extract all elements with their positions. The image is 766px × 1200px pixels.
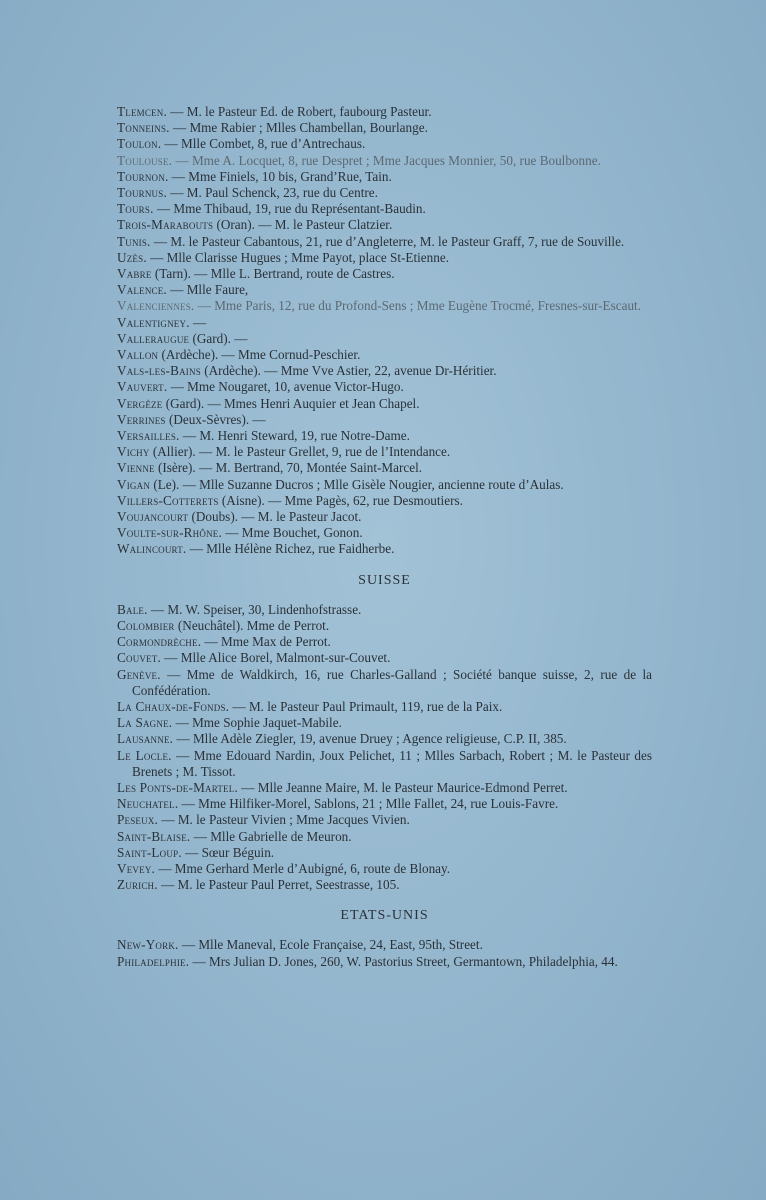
entry-place: Voujancourt	[117, 509, 189, 525]
entry-text: (Aisne). — Mme Pagès, 62, rue Desmoutiers.	[218, 492, 463, 508]
entry-place: Valenciennes.	[117, 298, 195, 314]
directory-entry	[117, 715, 652, 731]
entry-place: Tournus.	[117, 185, 167, 201]
directory-entry	[117, 493, 652, 509]
entry-text: — M. le Pasteur Cabantous, 21, rue d’Angleterre, M. le Pasteur Graff, 7, rue de Souville.	[150, 233, 625, 249]
entry-place: Saint-Loup.	[117, 844, 182, 860]
directory-entry	[117, 618, 652, 634]
entry-place: Villers-Cotterets	[117, 492, 219, 508]
entry-place: Tournon.	[117, 168, 169, 184]
entry-place: Tlemcen.	[117, 104, 167, 119]
entry-text: — M. le Pasteur Paul Perret, Seestrasse, 105.	[157, 877, 400, 893]
entry-place: Colombier	[117, 617, 175, 633]
entry-place: Vabre	[117, 266, 152, 282]
directory-entry	[117, 185, 652, 201]
directory-entry	[117, 298, 652, 314]
entry-text: (Ardèche). — Mme Cornud-Peschier.	[158, 347, 361, 363]
directory-entry	[117, 201, 652, 217]
directory-entry	[117, 937, 652, 953]
directory-entry	[117, 444, 652, 460]
entry-place: New-York.	[117, 937, 179, 953]
directory-entry	[117, 234, 652, 250]
entry-place: Zurich.	[117, 877, 158, 893]
directory-entry	[117, 667, 652, 699]
entry-place: Vigan	[117, 476, 151, 492]
directory-entry	[117, 104, 652, 120]
entry-text: — Mlle Maneval, Ecole Française, 24, East, 95th, Street.	[178, 937, 483, 953]
directory-entry	[117, 136, 652, 152]
entry-text: (Neuchâtel). Mme de Perrot.	[174, 617, 330, 633]
directory-entry	[117, 954, 652, 970]
entry-place: Toulon.	[117, 136, 162, 152]
directory-entry	[117, 153, 652, 169]
entry-place: Vienne	[117, 460, 155, 476]
entry-text: (Allier). — M. le Pasteur Grellet, 9, rue de l’Intendance.	[149, 444, 451, 460]
entry-text: — Mme Hilfiker-Morel, Sablons, 21 ; Mlle Fallet, 24, rue Louis-Favre.	[178, 796, 559, 812]
entry-place: Les Ponts-de-Martel.	[117, 779, 238, 795]
entry-place: Vallon	[117, 347, 159, 363]
directory-entry	[117, 315, 652, 331]
directory-entry	[117, 650, 652, 666]
entry-text: — Sœur Béguin.	[181, 844, 275, 860]
entry-place: Verrines	[117, 411, 166, 427]
entry-place: Peseux.	[117, 812, 159, 828]
directory-entry	[117, 541, 652, 557]
directory-entry	[117, 699, 652, 715]
entry-place: Le Locle.	[117, 747, 172, 763]
entry-place: Valence.	[117, 282, 167, 298]
entry-place: Tunis.	[117, 233, 151, 249]
entry-place: Lausanne.	[117, 731, 174, 747]
entry-text: — M. Henri Steward, 19, rue Notre-Dame.	[179, 428, 410, 444]
entry-text: — Mme Thibaud, 19, rue du Représentant-Baudin.	[153, 201, 426, 217]
entry-text: — Mrs Julian D. Jones, 260, W. Pastorius Street, Germantown, Philadelphia, 44.	[189, 953, 618, 969]
entry-place: Saint-Blaise.	[117, 828, 191, 844]
entry-text: — Mme Paris, 12, rue du Profond-Sens ; Mme Eugène Trocmé, Fresnes-sur-Escaut.	[194, 298, 642, 314]
entry-text: (Tarn). — Mlle L. Bertrand, route de Castres.	[151, 266, 395, 282]
entry-place: Cormondrèche.	[117, 634, 202, 650]
entry-text: — Mme Max de Perrot.	[201, 634, 331, 650]
section-heading: SUISSE	[358, 572, 411, 588]
directory-entry	[117, 602, 652, 618]
directory-entry	[117, 634, 652, 650]
entry-place: Tonneins.	[117, 120, 170, 136]
entry-text: — M. le Pasteur Vivien ; Mme Jacques Vivien.	[158, 812, 410, 828]
entry-text: (Gard). — Mmes Henri Auquier et Jean Chapel.	[162, 395, 420, 411]
entry-text: — Mlle Gabrielle de Meuron.	[190, 828, 352, 844]
entry-place: Vevey.	[117, 860, 156, 876]
directory-entry	[117, 120, 652, 136]
directory-column	[117, 104, 652, 970]
entry-text: — M. le Pasteur Paul Primault, 119, rue de la Paix.	[229, 698, 503, 714]
entry-text: — M. Paul Schenck, 23, rue du Centre.	[166, 185, 378, 201]
entry-text: — Mlle Adèle Ziegler, 19, avenue Druey ; Agence religieuse, C.P. II, 385.	[173, 731, 567, 747]
directory-entry	[117, 379, 652, 395]
directory-entry	[117, 347, 652, 363]
directory-entry	[117, 169, 652, 185]
entry-place: Vergèze	[117, 395, 163, 411]
entry-text: —	[189, 314, 207, 330]
directory-entry	[117, 812, 652, 828]
entry-place: Couvet.	[117, 650, 161, 666]
entry-place: Toulouse.	[117, 152, 173, 168]
directory-entry	[117, 877, 652, 893]
entry-text: (Gard). —	[189, 330, 248, 346]
entry-text: — Mme Finiels, 10 bis, Grand’Rue, Tain.	[168, 168, 392, 184]
entry-text: — Mme Sophie Jaquet-Mabile.	[172, 715, 342, 731]
directory-entry	[117, 829, 652, 845]
entry-place: Tours.	[117, 201, 154, 217]
entry-text: — Mme A. Locquet, 8, rue Despret ; Mme Jacques Monnier, 50, rue Boulbonne.	[172, 152, 601, 168]
entry-place: Walincourt.	[117, 541, 187, 557]
directory-entry	[117, 428, 652, 444]
directory-entry	[117, 845, 652, 861]
entry-place: Bale.	[117, 601, 148, 617]
directory-entry	[117, 509, 652, 525]
directory-entry	[117, 477, 652, 493]
entry-text: — Mlle Jeanne Maire, M. le Pasteur Maurice-Edmond Perret.	[237, 779, 568, 795]
entry-text: (Le). — Mlle Suzanne Ducros ; Mlle Gisèle Nougier, ancienne route d’Aulas.	[150, 476, 564, 492]
directory-entry	[117, 748, 652, 780]
entry-place: La Chaux-de-Fonds.	[117, 698, 230, 714]
directory-entry	[117, 731, 652, 747]
directory-entry	[117, 861, 652, 877]
directory-entry	[117, 250, 652, 266]
entry-place: Philadelphie.	[117, 953, 190, 969]
entry-text: — Mlle Alice Borel, Malmont-sur-Couvet.	[161, 650, 391, 666]
entry-place: Valentigney.	[117, 314, 190, 330]
entry-place: Vichy	[117, 444, 150, 460]
entry-text: (Ardèche). — Mme Vve Astier, 22, avenue Dr-Héritier.	[200, 363, 497, 379]
entry-text: — Mlle Clarisse Hugues ; Mme Payot, place St-Etienne.	[146, 249, 449, 265]
entry-place: Neuchatel.	[117, 796, 179, 812]
directory-entry	[117, 217, 652, 233]
directory-entry	[117, 331, 652, 347]
entry-text: — Mme de Waldkirch, 16, rue Charles-Galland ; Société banque suisse, 2, rue de la Confédération.	[132, 666, 652, 698]
entry-text: — Mlle Combet, 8, rue d’Antrechaus.	[161, 136, 366, 152]
entry-text: — Mme Nougaret, 10, avenue Victor-Hugo.	[167, 379, 404, 395]
entry-text: — M. le Pasteur Ed. de Robert, faubourg Pasteur.	[166, 104, 432, 119]
directory-entry	[117, 363, 652, 379]
entry-text: — Mme Bouchet, Gonon.	[221, 525, 363, 541]
entry-place: Uzès.	[117, 249, 147, 265]
entry-text: — Mme Edouard Nardin, Joux Pelichet, 11 ; Mlles Sarbach, Robert ; M. le Pasteur des Brenets ; M. Tissot.	[132, 747, 652, 779]
directory-entry	[117, 796, 652, 812]
entry-place: Genève.	[117, 666, 161, 682]
directory-entry	[117, 412, 652, 428]
entry-text: — Mme Gerhard Merle d’Aubigné, 6, route de Blonay.	[155, 860, 451, 876]
directory-entry	[117, 780, 652, 796]
entry-place: Trois-Marabouts	[117, 217, 214, 233]
directory-entry	[117, 525, 652, 541]
directory-entry	[117, 282, 652, 298]
entry-place: Vauvert.	[117, 379, 168, 395]
directory-entry	[117, 396, 652, 412]
entry-text: — Mlle Hélène Richez, rue Faidherbe.	[186, 541, 395, 557]
directory-entry	[117, 460, 652, 476]
entry-text: — Mme Rabier ; Mlles Chambellan, Bourlange.	[169, 120, 428, 136]
entry-place: Vals-les-Bains	[117, 363, 201, 379]
entry-place: La Sagne.	[117, 715, 173, 731]
directory-entry	[117, 266, 652, 282]
entry-place: Voulte-sur-Rhône.	[117, 525, 222, 541]
entry-text: (Isère). — M. Bertrand, 70, Montée Saint-Marcel.	[154, 460, 423, 476]
entry-text: (Doubs). — M. le Pasteur Jacot.	[188, 509, 362, 525]
entry-text: — M. W. Speiser, 30, Lindenhofstrasse.	[147, 601, 362, 617]
entry-place: Versailles.	[117, 428, 180, 444]
entry-place: Valleraugue	[117, 330, 190, 346]
entry-text: (Oran). — M. le Pasteur Clatzier.	[213, 217, 393, 233]
section-heading: ETATS-UNIS	[340, 908, 429, 924]
entry-text: (Deux-Sèvres). —	[165, 411, 266, 427]
entry-text: — Mlle Faure,	[166, 282, 249, 298]
